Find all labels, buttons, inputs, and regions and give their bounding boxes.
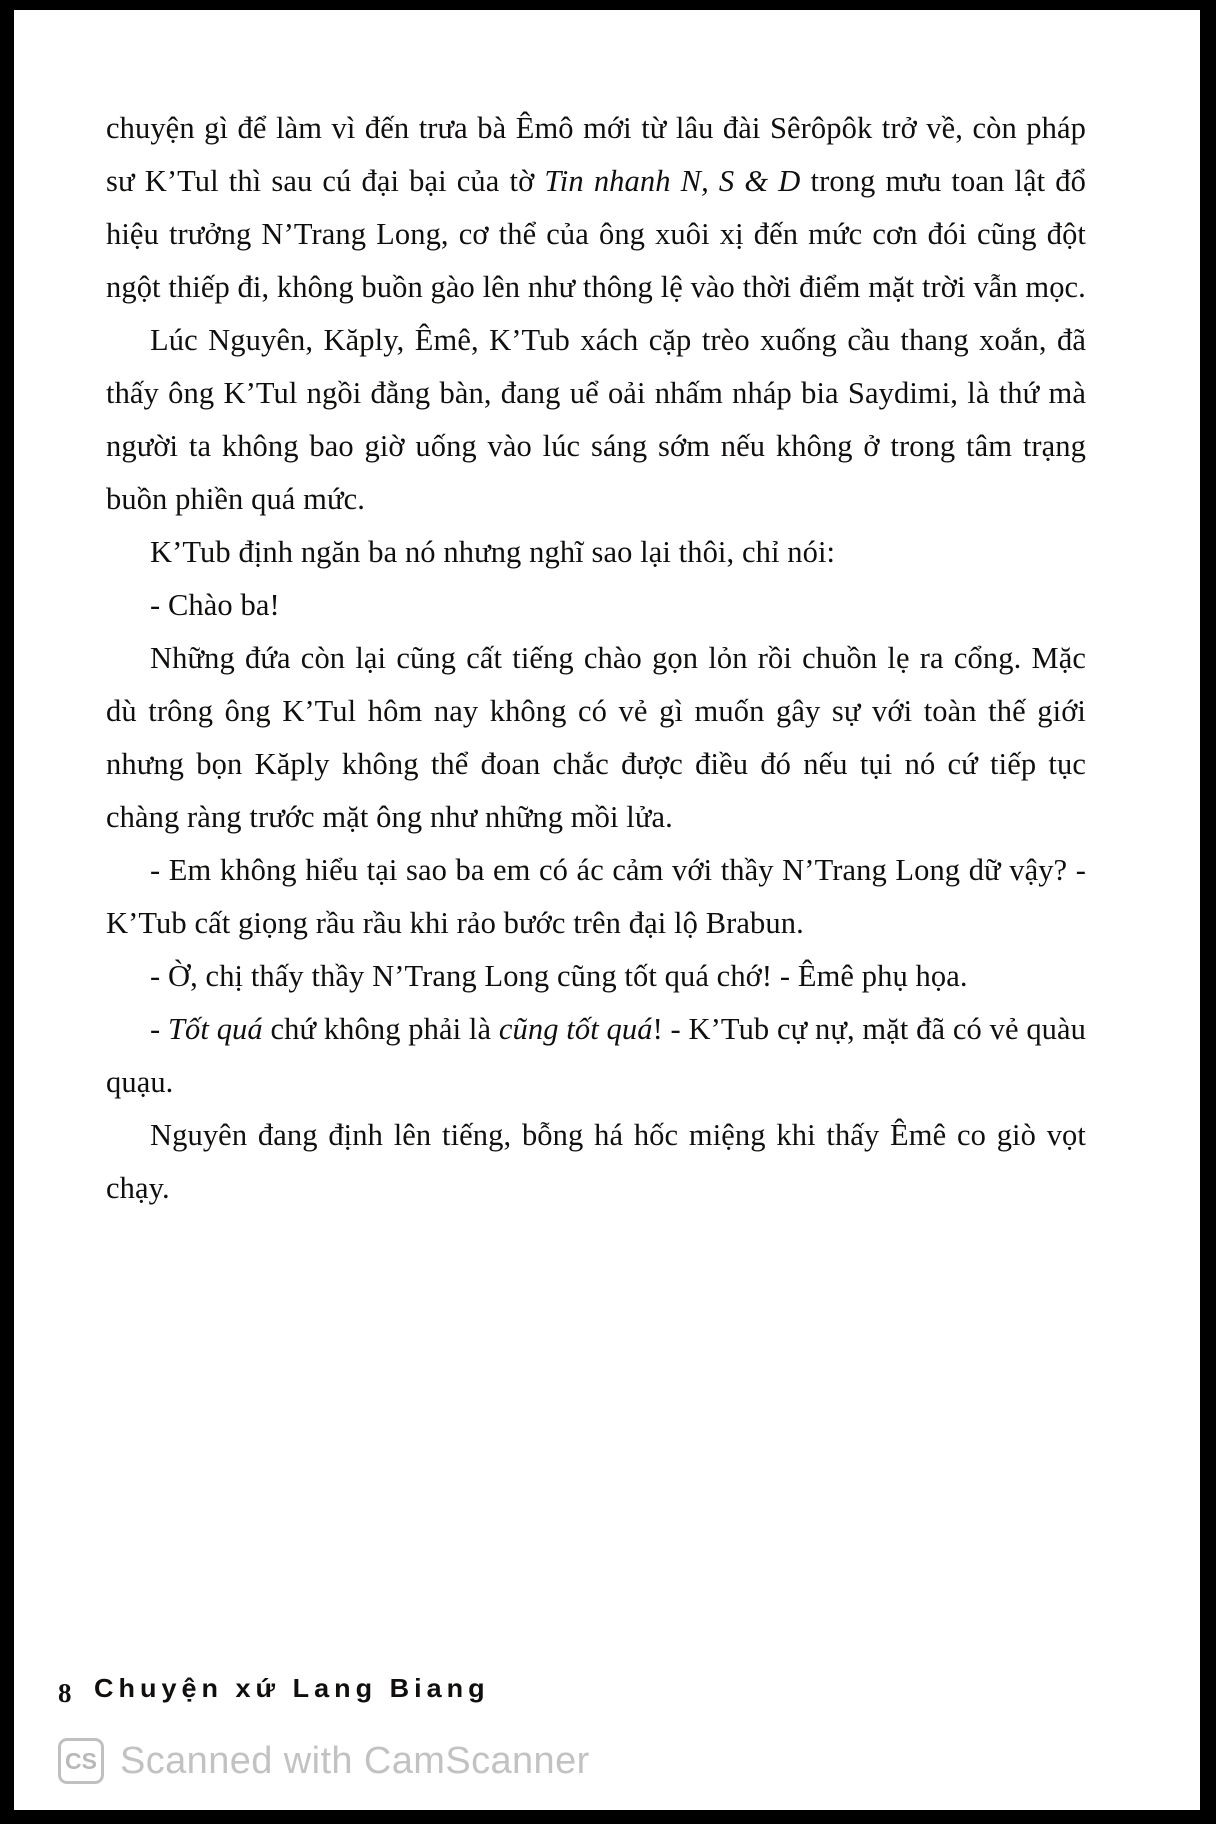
paragraph-5: Những đứa còn lại cũng cất tiếng chào gọn lỏn rồi chuồn lẹ ra cổng. Mặc dù trông ông K’Tul hôm nay không có vẻ gì muốn gây sự với toàn thế giới nhưng bọn Kăply không thể đoan chắc được điều đó nếu tụi nó cứ tiếp tục chàng ràng trước mặt ông như những mồi lửa. <box>106 641 1094 834</box>
page-number: 8 <box>58 1678 72 1708</box>
camscanner-watermark-label: Scanned with CamScanner <box>120 1739 590 1782</box>
paragraph-3: K’Tub định ngăn ba nó nhưng nghĩ sao lại thôi, chỉ nói: <box>150 535 836 569</box>
running-title: Chuyện xứ Lang Biang <box>94 1674 490 1703</box>
paragraph-1: chuyện gì để làm vì đến trưa bà Êmô mới từ lâu đài Sêrôpôk trở về, còn pháp sư K’Tul thì sau cú đại bại của tờ Tin nhanh N, S & D trong mưu toan lật đổ hiệu trưởng N’Trang Long, cơ thể của ông xuôi xị đến mức cơn đói cũng đột ngột thiếp đi, không buồn gào lên như thông lệ vào thời điểm mặt trời vẫn mọc. <box>106 111 1094 304</box>
paragraph-7: - Ờ, chị thấy thầy N’Trang Long cũng tốt quá chớ! - Êmê phụ họa. <box>150 959 968 993</box>
page-sheet <box>14 10 1200 1810</box>
page-footer <box>58 1674 1158 1714</box>
body-text-column <box>106 102 1094 1215</box>
camscanner-logo-icon: CS <box>58 1738 104 1784</box>
paragraph-4: - Chào ba! <box>150 588 280 622</box>
paragraph-6: - Em không hiểu tại sao ba em có ác cảm với thầy N’Trang Long dữ vậy? - K’Tub cất giọng rầu rầu khi rảo bước trên đại lộ Brabun. <box>106 853 1094 940</box>
paragraph-9: Nguyên đang định lên tiếng, bỗng há hốc miệng khi thấy Êmê co giò vọt chạy. <box>106 1118 1094 1205</box>
camscanner-watermark <box>58 1738 590 1784</box>
paragraph-2: Lúc Nguyên, Kăply, Êmê, K’Tub xách cặp trèo xuống cầu thang xoắn, đã thấy ông K’Tul ngồi đằng bàn, đang uể oải nhấm nháp bia Saydimi, là thứ mà người ta không bao giờ uống vào lúc sáng sớm nếu không ở trong tâm trạng buồn phiền quá mức. <box>106 323 1094 516</box>
paragraph-8: - Tốt quá chứ không phải là cũng tốt quá! - K’Tub cự nự, mặt đã có vẻ quàu quạu. <box>106 1012 1094 1099</box>
